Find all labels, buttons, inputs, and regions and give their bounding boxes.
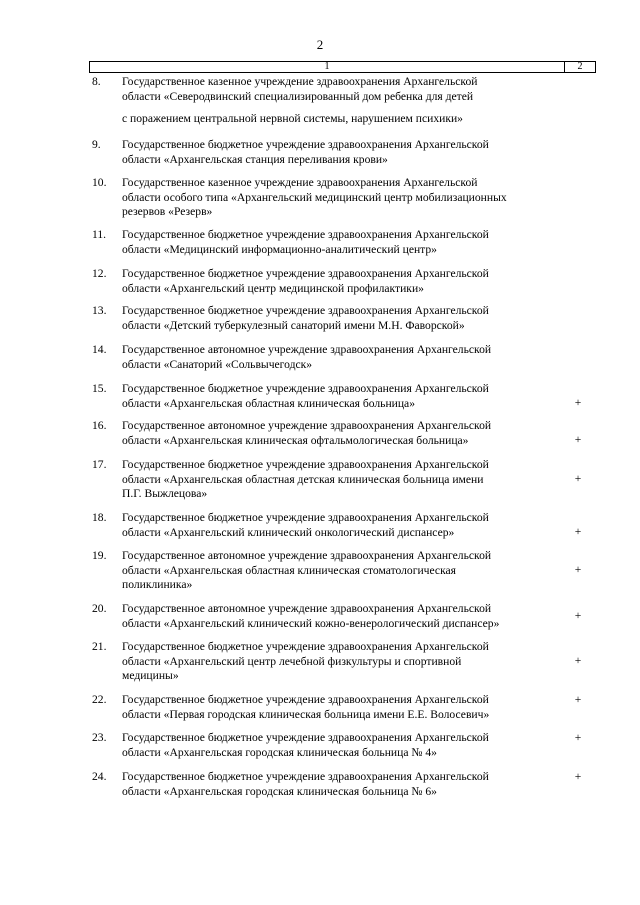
row-mark: + [574, 731, 582, 744]
page-number: 2 [316, 37, 324, 52]
row-text-line: Государственное бюджетное учреждение здравоохранения Архангельской [122, 458, 489, 471]
row-text [122, 75, 552, 127]
row-text [122, 602, 552, 631]
row-text-line: области «Медицинский информационно-аналитический центр» [122, 242, 437, 256]
row-mark: + [574, 472, 582, 485]
row-text-line: области особого типа «Архангельский медицинский центр мобилизационных [122, 190, 507, 204]
row-mark: + [574, 433, 582, 446]
row-text-line: области «Архангельская областная детская клиническая больница имени [122, 472, 484, 486]
row-text-line: области «Архангельская городская клиническая больница № 6» [122, 784, 437, 798]
row-text-line: Государственное бюджетное учреждение здравоохранения Архангельской [122, 731, 489, 744]
row-number: 19. [92, 549, 107, 562]
row-text-line: резервов «Резерв» [122, 205, 213, 218]
row-text-line: Государственное бюджетное учреждение здравоохранения Архангельской [122, 228, 489, 241]
row-text [122, 458, 552, 502]
row-number: 14. [92, 343, 107, 356]
row-text-line: Государственное автономное учреждение здравоохранения Архангельской [122, 602, 492, 615]
row-text-line: Государственное казенное учреждение здравоохранения Архангельской [122, 176, 478, 189]
row-text-line: области «Детский туберкулезный санаторий имени М.Н. Фаворской» [122, 318, 465, 332]
row-text-line: области «Архангельский клинический кожно-венерологический диспансер» [122, 616, 500, 630]
row-mark: + [574, 525, 582, 538]
row-number: 10. [92, 176, 107, 189]
row-text [122, 267, 552, 296]
row-number: 18. [92, 511, 107, 524]
row-number: 22. [92, 693, 107, 706]
row-number: 24. [92, 770, 107, 783]
row-text-line: медицины» [122, 669, 179, 682]
row-number: 20. [92, 602, 107, 615]
row-text-line: Государственное бюджетное учреждение здравоохранения Архангельской [122, 693, 489, 706]
row-text-line: области «Санаторий «Сольвычегодск» [122, 357, 313, 371]
row-text [122, 640, 552, 684]
row-text [122, 343, 552, 372]
row-number: 8. [92, 75, 101, 88]
header-col-2: 2 [577, 61, 583, 72]
row-number: 11. [92, 228, 107, 241]
row-text-line: Государственное автономное учреждение здравоохранения Архангельской [122, 419, 492, 432]
row-mark: + [574, 693, 582, 706]
row-mark: + [574, 396, 582, 409]
row-text-line: области «Архангельский центр лечебной физкультуры и спортивной [122, 654, 462, 668]
row-text-line: П.Г. Выжлецова» [122, 487, 208, 500]
row-text-line: области «Северодвинский специализированный дом ребенка для детей [122, 89, 474, 103]
row-text [122, 228, 552, 257]
row-number: 16. [92, 419, 107, 432]
row-text-line: Государственное бюджетное учреждение здравоохранения Архангельской [122, 511, 489, 524]
row-mark: + [574, 609, 582, 622]
row-text-line: Государственное бюджетное учреждение здравоохранения Архангельской [122, 640, 489, 653]
row-mark: + [574, 654, 582, 667]
row-text [122, 304, 552, 333]
row-text-line: области «Архангельская областная клиническая стоматологическая [122, 563, 457, 577]
row-text-line: с поражением центральной нервной системы, нарушением психики» [122, 112, 463, 125]
row-text-line: области «Архангельский центр медицинской профилактики» [122, 281, 424, 295]
row-number: 12. [92, 267, 107, 280]
row-text-line: Государственное бюджетное учреждение здравоохранения Архангельской [122, 304, 489, 317]
row-text-line: Государственное бюджетное учреждение здравоохранения Архангельской [122, 267, 489, 280]
row-text-line: поликлиника» [122, 578, 193, 591]
row-text [122, 731, 552, 760]
row-text-line: Государственное казенное учреждение здравоохранения Архангельской [122, 75, 478, 88]
row-text-line: области «Архангельский клинический онкологический диспансер» [122, 525, 455, 539]
row-text [122, 693, 552, 722]
row-number: 23. [92, 731, 107, 744]
row-text-line: Государственное бюджетное учреждение здравоохранения Архангельской [122, 770, 489, 783]
row-mark: + [574, 770, 582, 783]
row-text-line: области «Архангельская станция переливания крови» [122, 152, 388, 166]
row-number: 17. [92, 458, 107, 471]
row-number: 21. [92, 640, 107, 653]
row-text-line: области «Архангельская клиническая офтальмологическая больница» [122, 433, 469, 447]
row-text [122, 419, 552, 448]
row-text [122, 176, 552, 220]
row-text [122, 138, 552, 167]
row-text-line: области «Архангельская областная клиническая больница» [122, 396, 415, 410]
row-text-line: области «Первая городская клиническая больница имени Е.Е. Волосевич» [122, 707, 490, 721]
row-text-line: области «Архангельская городская клиническая больница № 4» [122, 745, 437, 759]
row-text-line: Государственное автономное учреждение здравоохранения Архангельской [122, 343, 492, 356]
row-text [122, 770, 552, 799]
row-text [122, 549, 552, 593]
row-number: 13. [92, 304, 107, 317]
header-col-1: 1 [90, 62, 565, 72]
row-text-line: Государственное автономное учреждение здравоохранения Архангельской [122, 549, 492, 562]
row-number: 9. [92, 138, 101, 151]
row-text-line: Государственное бюджетное учреждение здравоохранения Архангельской [122, 138, 489, 151]
row-number: 15. [92, 382, 107, 395]
row-text [122, 382, 552, 411]
row-text-line: Государственное бюджетное учреждение здравоохранения Архангельской [122, 382, 489, 395]
row-mark: + [574, 563, 582, 576]
table-header [89, 61, 596, 73]
row-text [122, 511, 552, 540]
